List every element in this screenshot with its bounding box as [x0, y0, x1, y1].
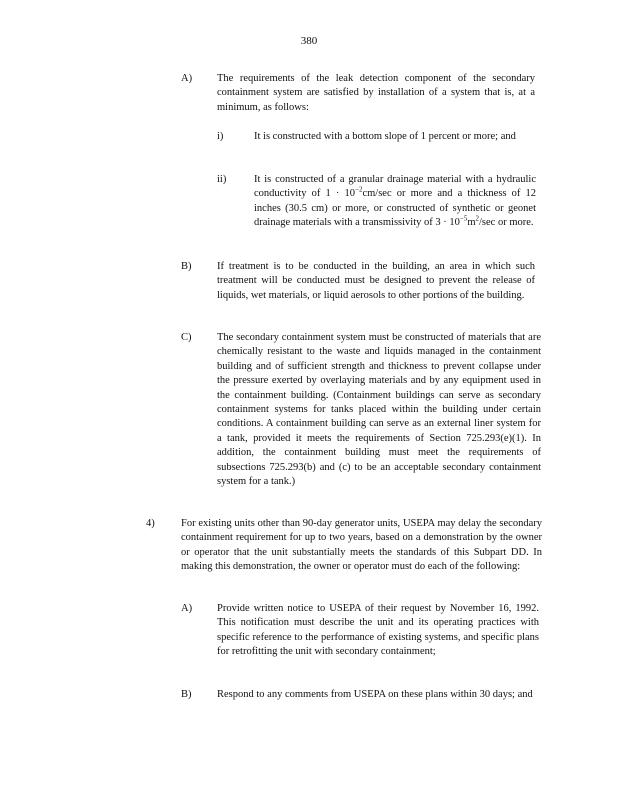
- item-4-a-label: A): [181, 603, 193, 614]
- exponent: 2: [475, 214, 479, 223]
- item-b-label: B): [181, 261, 192, 272]
- item-b-text: If treatment is to be conducted in the building, an area in which such treatment will be conducted must be designed to prevent the release of liquids, wet materials, or liquid aerosols to other portions of the building.: [217, 261, 535, 301]
- exponent: −2: [355, 185, 363, 194]
- item-4-label: 4): [146, 518, 155, 529]
- page-number: 380: [300, 35, 318, 47]
- item-a-i-label: i): [217, 131, 224, 142]
- exponent: −5: [459, 214, 468, 223]
- item-a-i-text: It is constructed with a bottom slope of 1 percent or more; and: [254, 131, 516, 142]
- item-4-b-text: Respond to any comments from USEPA on these plans within 30 days; and: [217, 689, 533, 700]
- item-a-label: A): [181, 73, 193, 84]
- item-4-b-label: B): [181, 689, 192, 700]
- item-a-ii-text: It is constructed of a granular drainage material with a hydraulic conductivity of $1 \cdot 10^{-2}cm/\sec$ or more and a thickness of 12 inches (30.5 cm) or more, or constructed of synthetic or geonet drainage materials with a transmissivity of $3 \cdot 10^{-5}m^2/\sec$ or more.: [254, 174, 537, 229]
- item-c-text: The secondary containment system must be constructed of materials that are chemically resistant to the waste and liquids managed in the containment building and of sufficient strength and thickness to prevent collapse under the pressure exerted by overlaying materials and by any equipment used in the containment building. (Containment buildings can serve as secondary containment systems for tanks placed within the building under certain conditions. A containment building can serve as an external liner system for a tank, provided it meets the requirements of Section 725.293(e)(1). In addition, the containment building must meet the requirements of subsections 725.293(b) and (c) to be an acceptable secondary containment system for a tank.): [217, 332, 541, 488]
- item-a-ii-label: ii): [217, 174, 227, 185]
- item-a-text: The requirements of the leak detection component of the secondary containment system are satisfied by installation of a system that is, at a minimum, as follows:: [217, 73, 535, 113]
- item-c-label: C): [181, 332, 192, 343]
- item-4-text: For existing units other than 90-day generator units, USEPA may delay the secondary containment requirement for up to two years, based on a demonstration by the owner or operator that the unit substantially meets the standards of this Subpart DD. In making this demonstration, the owner or operator must do each of the following:: [181, 518, 542, 573]
- item-4-a-text: Provide written notice to USEPA of their request by November 16, 1992. This notification must describe the unit and its operating practices with specific reference to the performance of existing systems, and specific plans for retrofitting the unit with secondary containment;: [217, 603, 539, 658]
